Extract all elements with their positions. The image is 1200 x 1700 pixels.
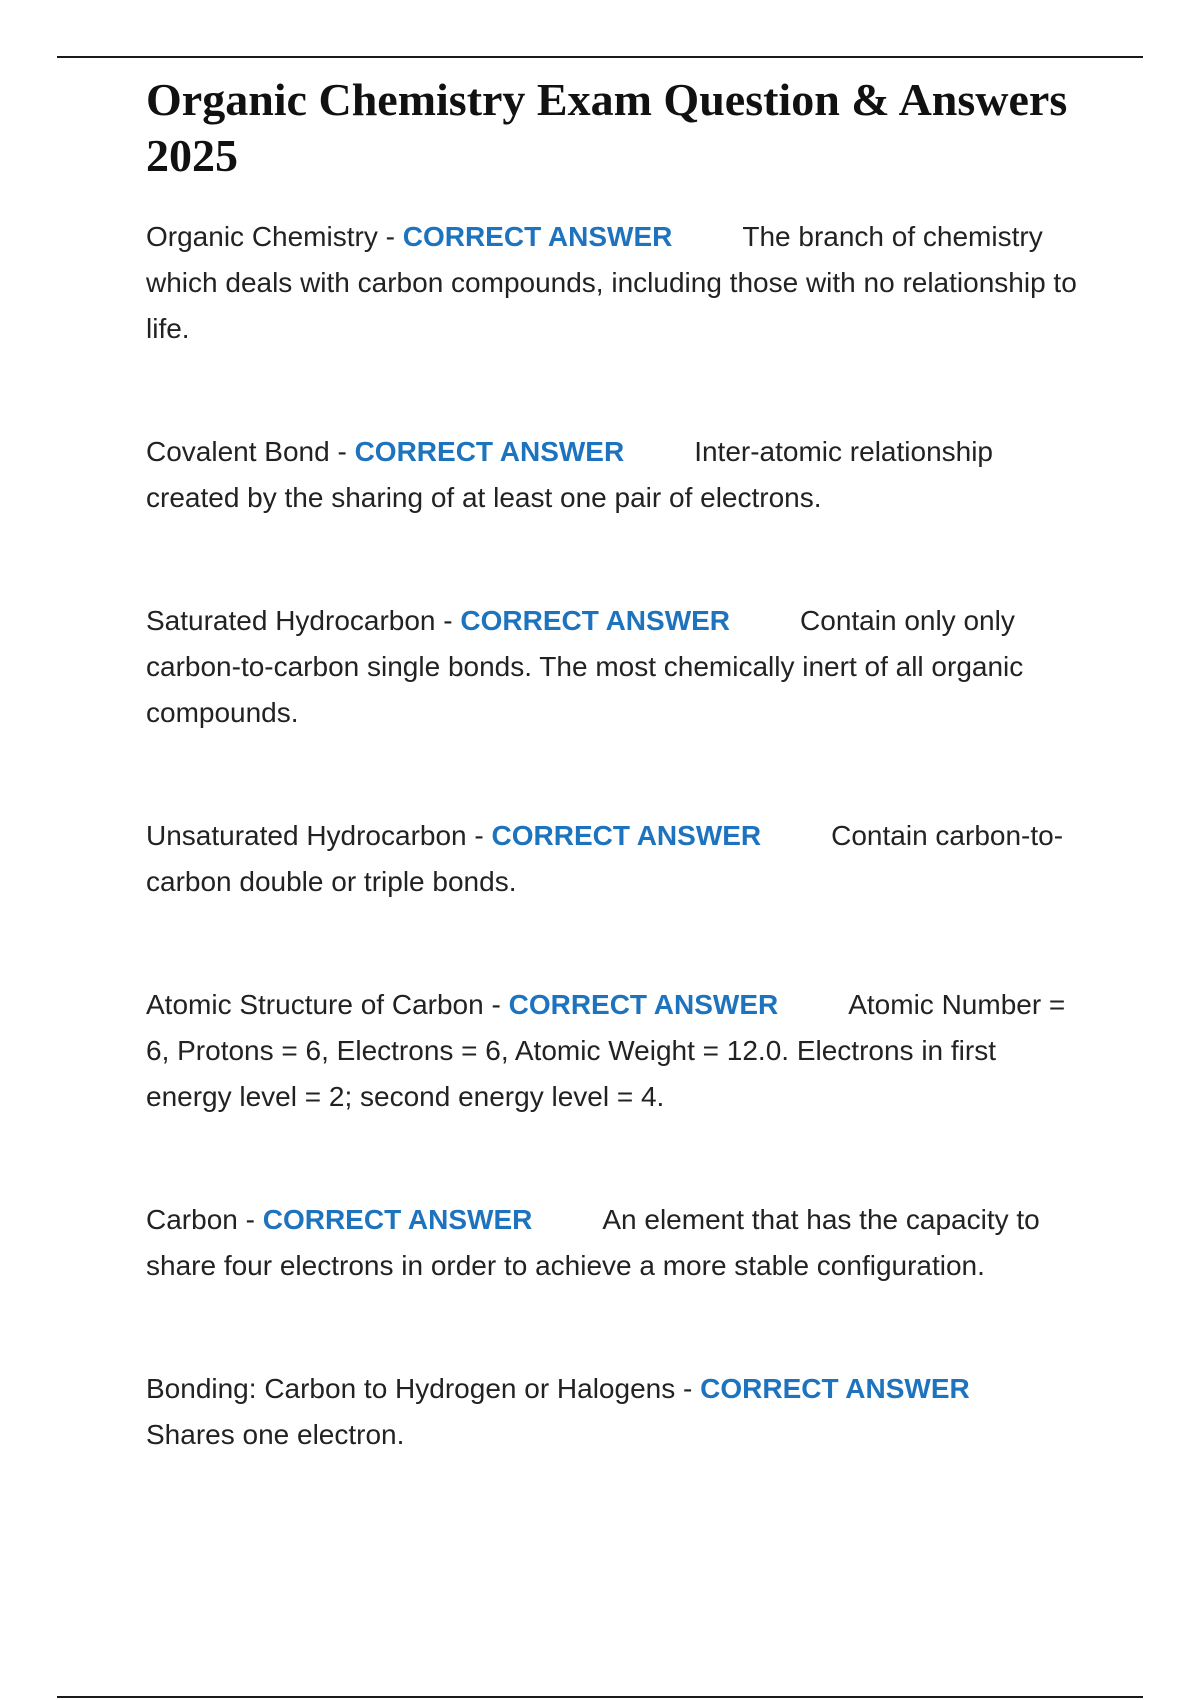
qa-definition: Contain carbon-to-carbon double or triple bonds. (146, 820, 1064, 897)
qa-definition: Atomic Number = 6, Protons = 6, Electrons = 6, Atomic Weight = 12.0. Electrons in first energy level = 2; second energy level = 4. (146, 989, 1066, 1112)
qa-definition: Shares one electron. (146, 1419, 405, 1450)
qa-separator: - (329, 436, 355, 467)
correct-answer-label: CORRECT ANSWER (460, 605, 731, 636)
qa-term: Unsaturated Hydrocarbon (146, 820, 467, 851)
qa-separator: - (466, 820, 492, 851)
qa-entry (146, 1197, 1086, 1289)
document-title: Organic Chemistry Exam Question & Answers 2025 (146, 74, 1068, 181)
qa-entry (146, 982, 1086, 1120)
qa-entry (146, 1366, 1086, 1458)
qa-separator: - (237, 1204, 263, 1235)
bottom-divider (57, 1696, 1143, 1698)
document-page (146, 72, 1086, 1535)
correct-answer-label: CORRECT ANSWER (402, 221, 673, 252)
qa-separator: - (377, 221, 403, 252)
qa-entry (146, 429, 1086, 521)
qa-term: Covalent Bond (146, 436, 330, 467)
qa-entry (146, 214, 1086, 352)
qa-definition: Contain only only carbon-to-carbon single bonds. The most chemically inert of all organic compounds. (146, 605, 1024, 728)
qa-separator: - (435, 605, 461, 636)
correct-answer-label: CORRECT ANSWER (262, 1204, 533, 1235)
correct-answer-label: CORRECT ANSWER (491, 820, 762, 851)
qa-separator: - (675, 1373, 701, 1404)
qa-entry (146, 598, 1086, 736)
qa-definition: The branch of chemistry which deals with carbon compounds, including those with no relationship to life. (146, 221, 1077, 344)
qa-term: Saturated Hydrocarbon (146, 605, 436, 636)
qa-entry (146, 813, 1086, 905)
top-divider (57, 56, 1143, 58)
correct-answer-label: CORRECT ANSWER (700, 1373, 970, 1404)
qa-term: Carbon (146, 1204, 238, 1235)
correct-answer-label: CORRECT ANSWER (508, 989, 779, 1020)
correct-answer-label: CORRECT ANSWER (354, 436, 625, 467)
qa-definition: Inter-atomic relationship created by the sharing of at least one pair of electrons. (146, 436, 994, 513)
qa-separator: - (483, 989, 509, 1020)
qa-term: Atomic Structure of Carbon (146, 989, 484, 1020)
qa-definition: An element that has the capacity to share four electrons in order to achieve a more stable configuration. (146, 1204, 1040, 1281)
qa-term: Organic Chemistry (146, 221, 378, 252)
qa-term: Bonding: Carbon to Hydrogen or Halogens (146, 1373, 676, 1404)
